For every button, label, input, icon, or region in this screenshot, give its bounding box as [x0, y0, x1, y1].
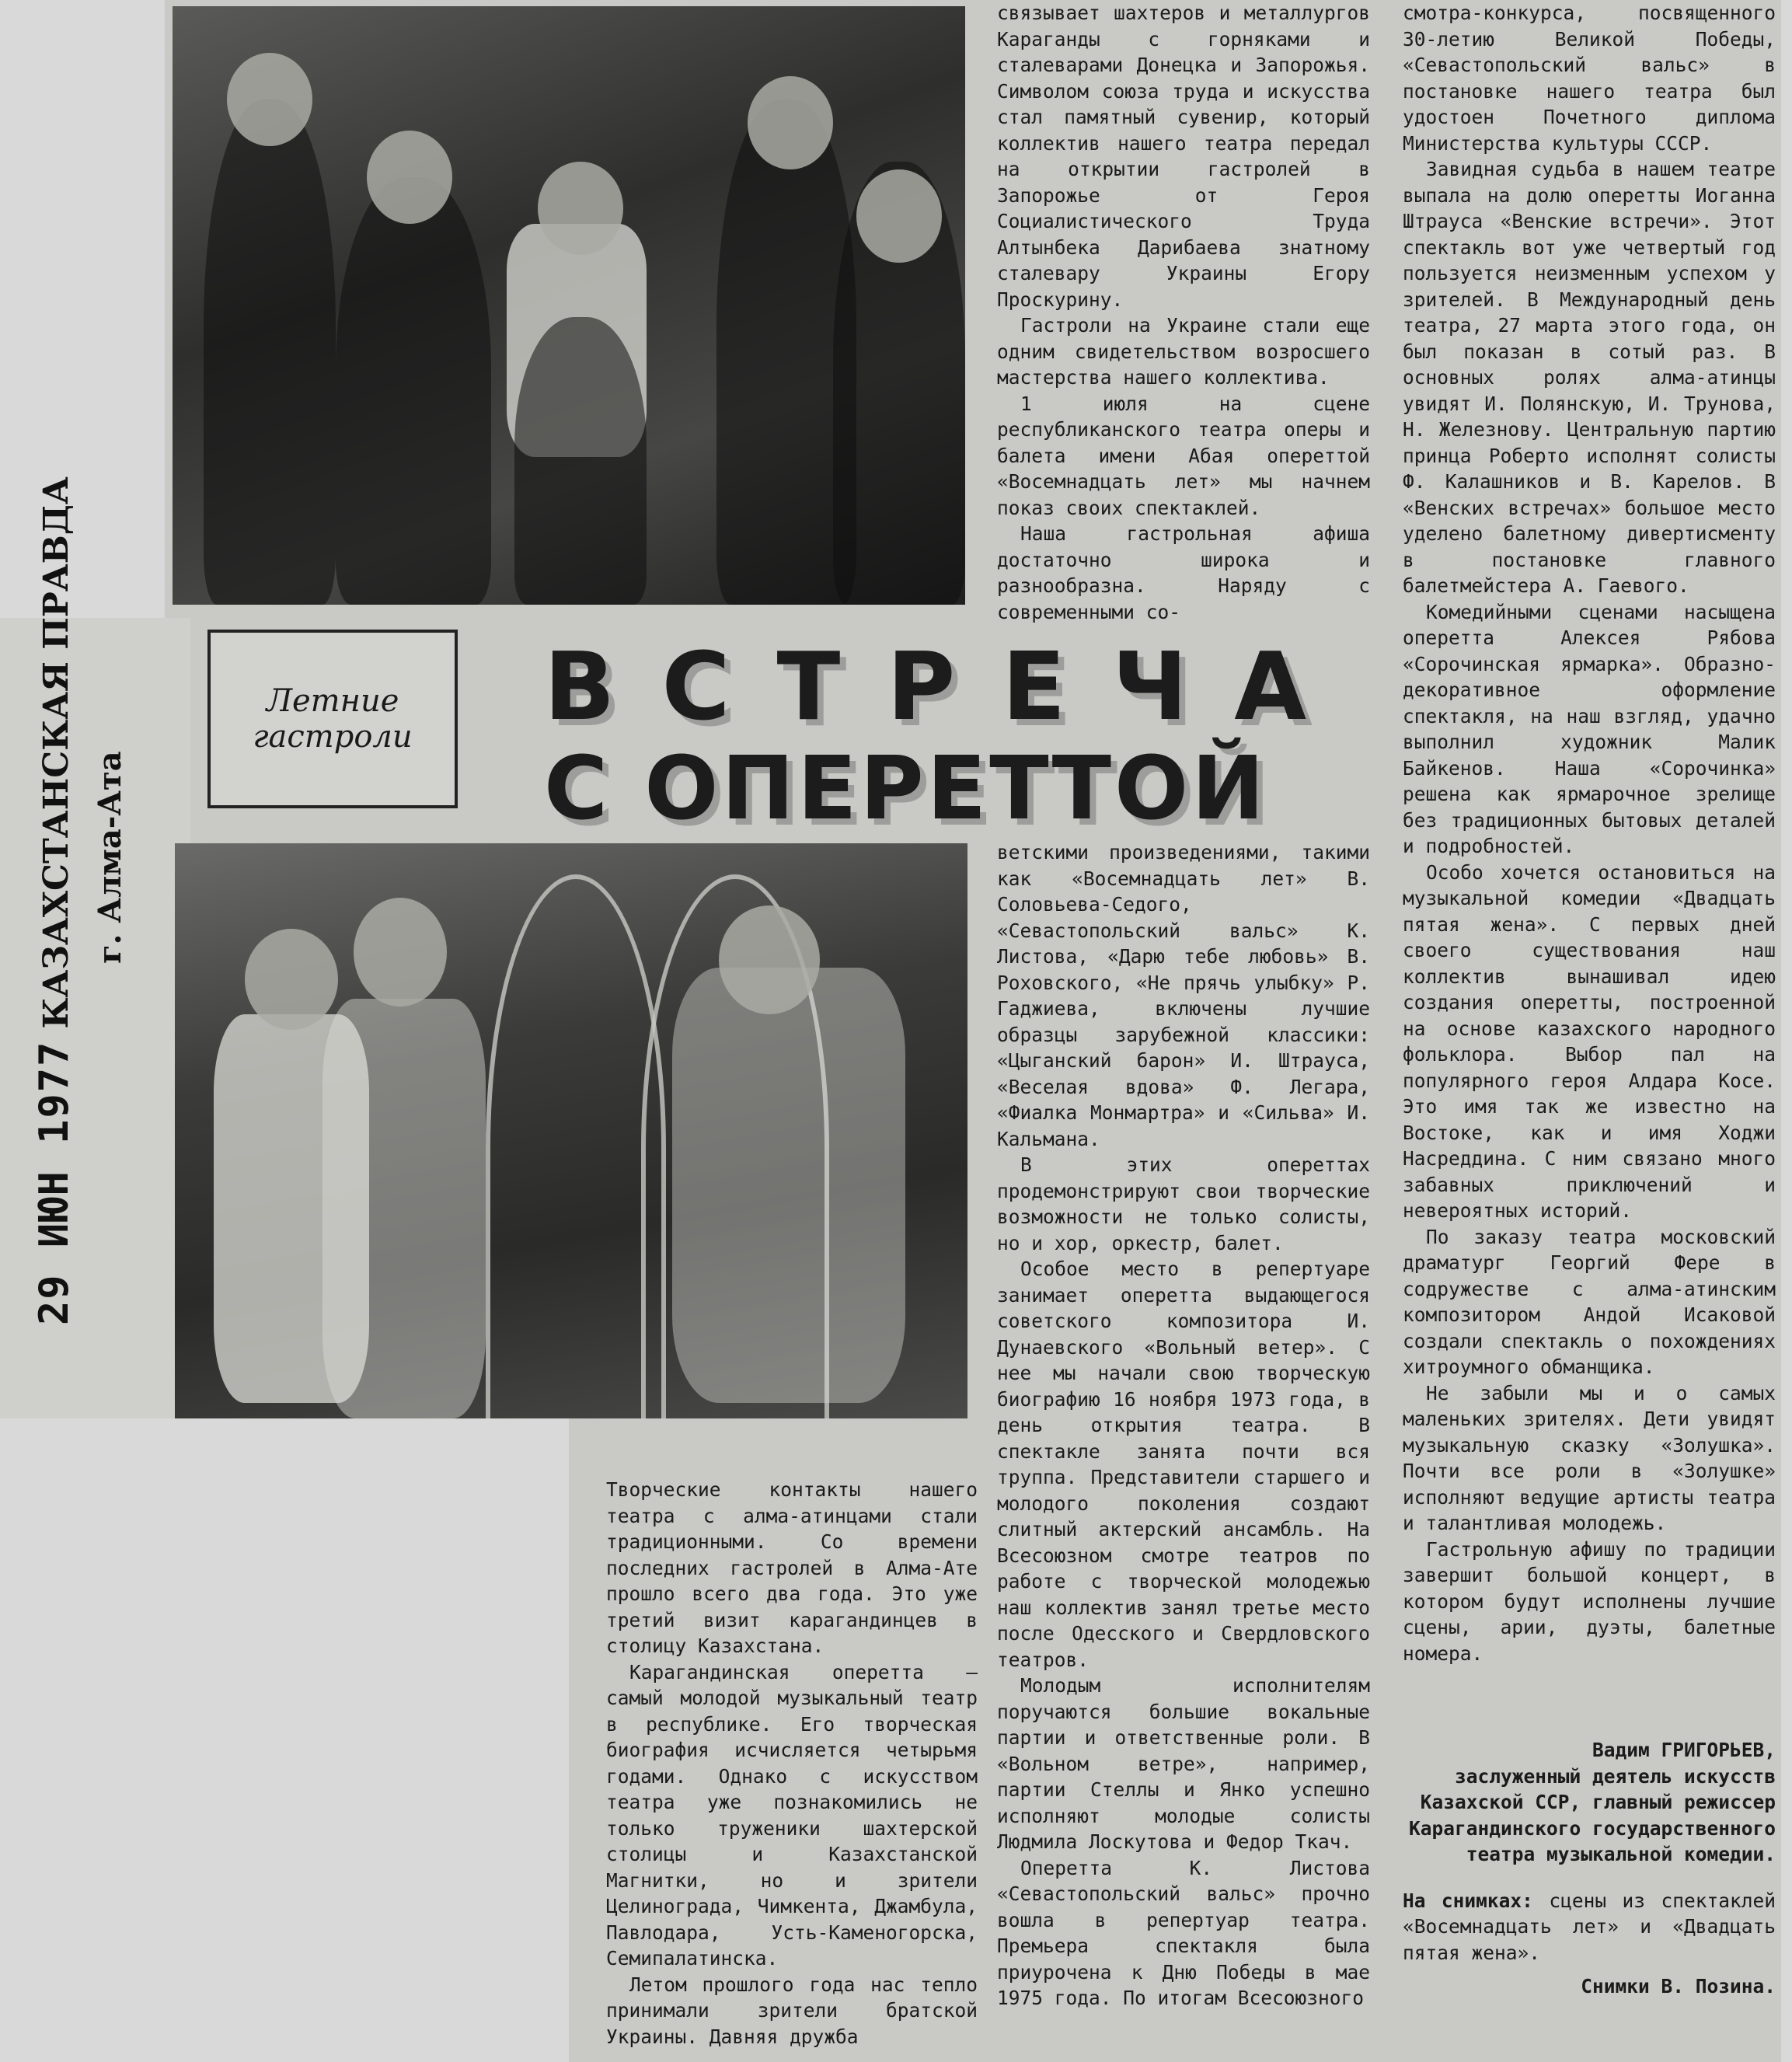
rubric-line-2: гастроли: [253, 719, 413, 755]
blank-paper-area: [165, 1418, 569, 2062]
stamp-newspaper: КАЗАХСТАНСКАЯ ПРАВДА: [37, 476, 76, 1029]
paragraph: Не забыли мы и о самых маленьких зрителях. Дети увидят музыкальную сказку «Золушка». Почти все роли в «Золушке» исполняют ведущие артисты театра и талантливая молодежь.: [1403, 1381, 1776, 1534]
paragraph: По заказу театра московский драматург Георгий Фере в содружестве с алма-атинским композитором Андой Исаковой создали спектакль о похождениях хитроумного обманщика.: [1403, 1225, 1776, 1378]
paragraph: Оперетта К. Листова «Севастопольский вальс» прочно вошла в репертуар театра. Премьера спектакля была приурочена к Дню Победы в мае 1975 года. По итогам Всесоюзного: [997, 1856, 1370, 2009]
paragraph: связывает шахтеров и металлургов Караганды с горняками и сталеварами Донецка и Запорожья. Символом союза труда и искусства стал памятный сувенир, который коллектив нашего театра передал на открытии гастролей в Запорожье от Героя Социалистического Труда Алтынбека Дарибаева знатному сталевару Украины Егору Проскурину.: [997, 2, 1370, 311]
paragraph: Наша гастрольная афиша достаточно широка и разнообразна. Наряду с современными со-: [997, 522, 1370, 623]
paragraph: Летом прошлого года нас тепло принимали зрители братской Украины. Давняя дружба: [606, 1973, 978, 2048]
clipping-date-stamp: [31, 476, 78, 1325]
caption-lead: На снимках:: [1403, 1889, 1533, 1912]
article-column-a: [997, 0, 1370, 625]
author-name: Вадим ГРИГОРЬЕВ,: [1592, 1739, 1776, 1761]
article-column-b: [1403, 0, 1776, 1666]
paragraph: Завидная судьба в нашем театре выпала на долю оперетты Иоганна Штрауса «Венские встречи». Этот спектакль вот уже четвертый год пользуется неизменным успехом у зрителей. В Международный день театра, 27 марта этого года, он был показан в сотый раз. В основных ролях алма-атинцы увидят И. Полянскую, И. Трунова, Н. Железнову. Центральную партию принца Роберто исполнят солисты Ф. Калашников и В. Карелов. В «Венских встречах» большое место уделено балетному дивертисменту в постановке главного балетмейстера А. Гаевого.: [1403, 158, 1776, 597]
clipping-label-strip: [0, 618, 190, 1418]
article-column-a-continued: [997, 839, 1370, 2011]
paragraph: Молодым исполнителям поручаются большие вокальные партии и ответственные роли. В «Вольном ветре», например, партии Стеллы и Янко успешно исполняют молодые солисты Людмила Лоскутова и Федор Ткач.: [997, 1674, 1370, 1853]
headline-line-1: ВСТРЕЧА: [544, 633, 1354, 741]
paragraph: В этих опереттах продемонстрируют свои творческие возможности не только солисты, но и хор, оркестр, балет.: [997, 1153, 1370, 1254]
photo-caption: [1403, 1888, 1776, 1966]
article-headline: [544, 633, 1354, 839]
paragraph: Особое место в репертуаре занимает оперетта выдающегося советского композитора И. Дунаевского «Вольный ветер». С нее мы начали свою творческую биографию 16 ноября 1973 года, в день открытия театра. В спектакле занята почти вся труппа. Представители старшего и молодого поколения создают слитный актерский ансамбль. На Всесоюзном смотре театров по работе с творческой молодежью наш коллектив занял третье место после Одесского и Свердловского театров.: [997, 1258, 1370, 1671]
paragraph: Особо хочется остановиться на музыкальной комедии «Двадцать пятая жена». С первых дней своего существования наш коллектив вынашивал идею создания оперетты, построенной на основе казахского народного фольклора. Выбор пал на популярного героя Алдара Косе. Это имя так же известно на Востоке, как и имя Ходжи Насреддина. С ним связано много забавных приключений и невероятных историй.: [1403, 860, 1776, 1222]
caption-text: сцены из спектаклей «Восемнадцать лет» и «Двадцать пятая жена».: [1403, 1889, 1776, 1964]
paragraph: Карагандинская оперетта — самый молодой музыкальный театр в республике. Его творческая биография исчисляется четырьмя годами. Однако с искусством театра уже познакомились не только труженики шахтерской столицы и Казахстанской Магнитки, но и зрители Целинограда, Чимкента, Джамбула, Павлодара, Усть-Каменогорска, Семипалатинска.: [606, 1660, 978, 1970]
photo-credit: Снимки В. Позина.: [1581, 1975, 1776, 1997]
photo-twenty-fifth-wife-scene: [175, 843, 967, 1418]
author-signature-block: [1403, 1737, 1776, 2000]
paragraph: Гастроли на Украине стали еще одним свидетельством возросшего мастерства нашего коллектива.: [997, 314, 1370, 389]
stamp-city: г. Алма-Ата: [92, 751, 128, 964]
paragraph: Комедийными сценами насыщена оперетта Алексея Рябова «Сорочинская ярмарка». Образно-декоративное оформление спектакля, на наш взгляд, удачно выполнил художник Малик Байкенов. Наша «Сорочинка» решена как ярмарочное зрелище без традиционных бытовых деталей и подробностей.: [1403, 600, 1776, 857]
photo-eighteen-years-scene: [173, 6, 965, 605]
lead-paragraph: Творческие контакты нашего театра с алма-атинцами стали традиционными. Со времени последних гастролей в Алма-Ате прошло всего два года. Это уже третий визит карагандинцев в столицу Казахстана.: [606, 1478, 978, 1657]
stamp-date: 29 ИЮН 1977: [31, 1040, 78, 1325]
clipping-city-stamp: [92, 751, 128, 964]
paragraph: Гастрольную афишу по традиции завершит большой концерт, в котором будут исполнены лучшие сцены, арии, дуэты, балетные номера.: [1403, 1537, 1776, 1665]
paragraph: ветскими произведениями, такими как «Восемнадцать лет» В. Соловьева-Седого, «Севастопольский вальс» К. Листова, «Дарю тебе любовь» В. Роховского, «Не прячь улыбку» Р. Гаджиева, включены лучшие образцы зарубежной классики: «Цыганский барон» И. Штрауса, «Веселая вдова» Ф. Легара, «Фиалка Монмартра» и «Сильва» И. Кальмана.: [997, 841, 1370, 1150]
paragraph: 1 июля на сцене республиканского театра оперы и балета имени Абая опереттой «Восемнадцать лет» мы начнем показ своих спектаклей.: [997, 392, 1370, 519]
paragraph: смотра-конкурса, посвященного 30-летию Великой Победы, «Севастопольский вальс» в постановке нашего театра был удостоен Почетного диплома Министерства культуры СССР.: [1403, 2, 1776, 155]
article-column-c: [606, 1477, 978, 2050]
headline-line-2: С ОПЕРЕТТОЙ: [544, 738, 1267, 839]
author-title: заслуженный деятель искусств Казахской ССР, главный режиссер Карагандинского государственного театра музыкальной комедии.: [1408, 1764, 1776, 1865]
rubric-line-1: Летние: [266, 683, 399, 719]
section-rubric-box: [207, 630, 458, 808]
